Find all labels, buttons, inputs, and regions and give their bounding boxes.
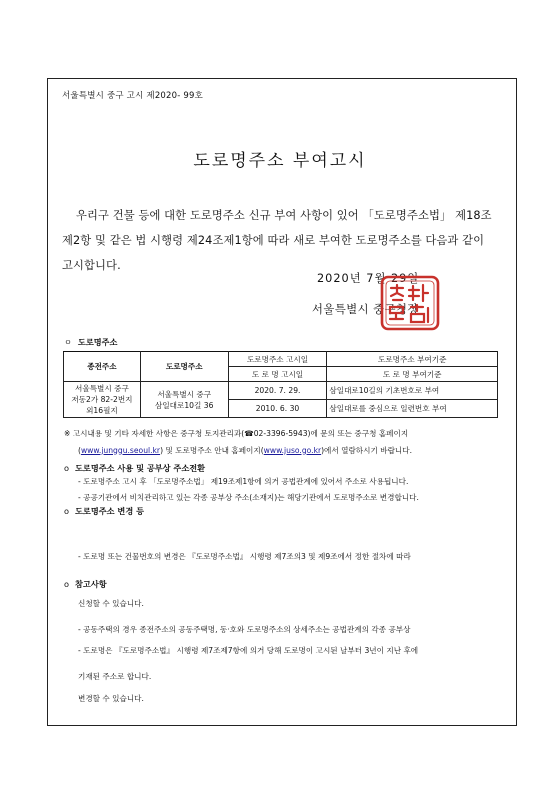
usage-items xyxy=(78,474,419,506)
list-item: 기재된 주소로 합니다. xyxy=(78,671,152,681)
official-seal-icon xyxy=(379,274,441,332)
list-item: - 도로명은 『도로명주소법』 시행령 제7조제7항에 의거 당해 도로명이 고시된 날부터 3년이 지난 후에 xyxy=(78,646,419,656)
cell-criteria: 삼일대로10길의 기초번호로 부여 xyxy=(327,382,498,400)
header-criteria: 도로명주소 부여기준 xyxy=(327,352,498,367)
body-line-3: 고시합니다. xyxy=(62,259,121,272)
section-heading-reference: o 참고사항 xyxy=(64,579,107,589)
body-line-2: 제2항 및 같은 법 시행령 제24조제1항에 따라 새로 부여한 도로명주소를 다음과 같이 xyxy=(62,234,485,247)
section-heading-usage: o 도로명주소 사용 및 공부상 주소전환 xyxy=(64,463,206,473)
list-item: - 공공기관에서 비치관리하고 있는 각종 공부상 주소(소재지)는 해당기관에서 도로명주소로 변경합니다. xyxy=(78,492,419,502)
cell-road-notice-date: 2010. 6. 30 xyxy=(228,400,327,418)
reference-note: ※ 고시내용 및 기타 자세한 사항은 중구청 토지관리과(☎02-3396-5943)에 문의 또는 중구청 홈페이지 (www.junggu.seoul.kr) 및 도로명주소 안내 홈페이지(www.juso.go.kr)에서 열람하시기 바랍니다. xyxy=(64,429,412,455)
address-table xyxy=(63,351,498,418)
list-item: 신청할 수 있습니다. xyxy=(78,598,144,608)
header-notice-date: 도로명주소 고시일 xyxy=(228,352,327,367)
cell-road-criteria: 삼일대로를 중심으로 일련번호 부여 xyxy=(327,400,498,418)
notice-body xyxy=(62,203,510,278)
header-road-notice-date: 도 로 명 고시일 xyxy=(228,367,327,382)
body-line-1: 우리구 건물 등에 대한 도로명주소 신규 부여 사항이 있어 「도로명주소법」 제18조 xyxy=(76,209,492,222)
list-item: - 도로명 또는 건물번호의 변경은 『도로명주소법』 시행령 제7조의3 및 제9조에서 정한 절차에 따라 xyxy=(78,551,411,561)
section-heading-change: o 도로명주소 변경 등 xyxy=(64,506,144,516)
header-road-criteria: 도 로 명 부여기준 xyxy=(327,367,498,382)
header-road-address: 도로명주소 xyxy=(140,352,228,382)
list-item: - 공동주택의 경우 종전주소의 공동주택명, 동·호와 도로명주소의 상세주소는 공법관계의 각종 공부상 xyxy=(78,624,411,634)
list-item: - 도로명주소 고시 후 「도로명주소법」 제19조제1항에 의거 공법관계에 있어서 주소로 사용됩니다. xyxy=(78,477,409,486)
issuer-name: 서울특별시 중구청장 xyxy=(312,303,419,316)
cell-road-address: 서울특별시 중구 삼일대로10길 36 xyxy=(140,382,228,418)
document-title: 도로명주소 부여고시 xyxy=(193,151,367,171)
junggu-homepage-link[interactable]: www.junggu.seoul.kr xyxy=(80,445,161,455)
reference-items xyxy=(78,590,410,701)
header-jibun: 종전주소 xyxy=(64,352,141,382)
juso-homepage-link[interactable]: www.juso.go.kr xyxy=(263,445,322,455)
notice-date: 2020년 7월 29일 xyxy=(317,272,420,285)
section-heading-address: ㅇ 도로명주소 xyxy=(64,337,118,347)
cell-jibun: 서울특별시 중구 저동2가 82-2번지 외16필지 xyxy=(64,382,141,418)
list-item: 변경할 수 있습니다. xyxy=(78,693,144,703)
notice-number: 서울특별시 중구 고시 제2020- 99호 xyxy=(62,91,204,101)
cell-notice-date: 2020. 7. 29. xyxy=(228,382,327,400)
